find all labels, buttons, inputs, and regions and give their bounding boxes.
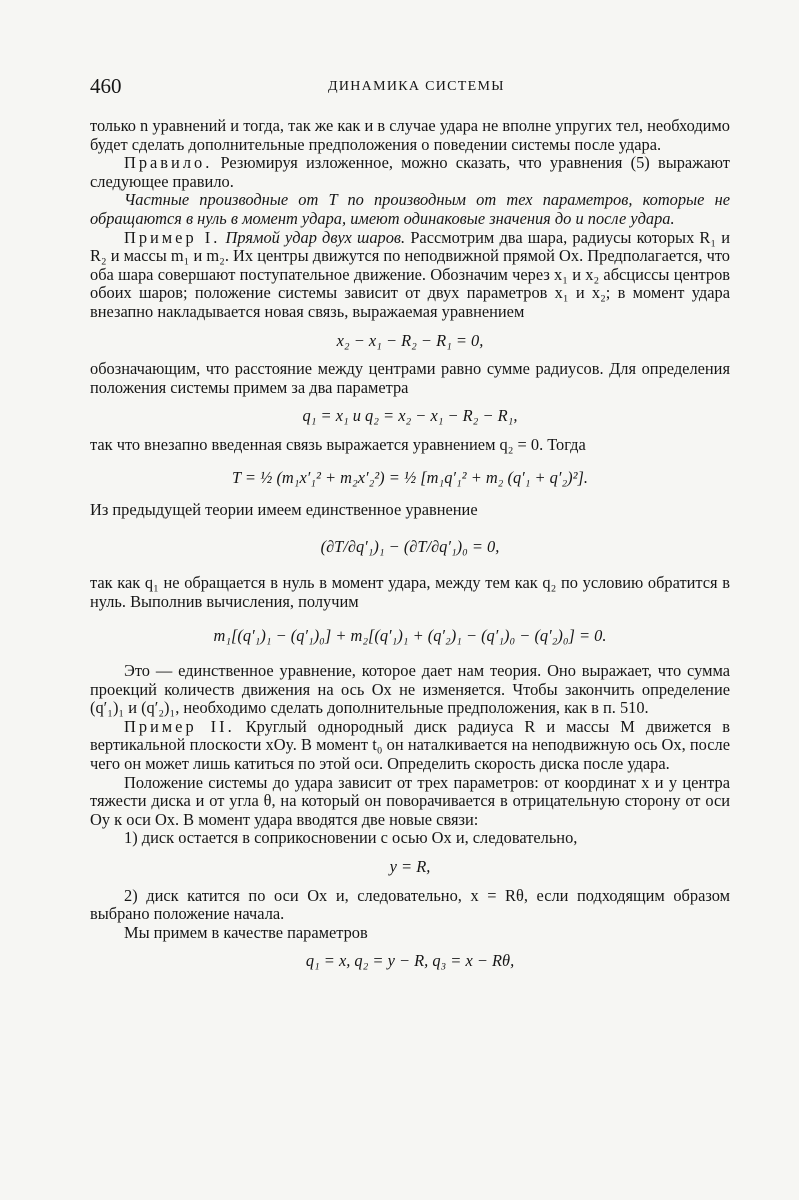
- paragraph-example-1: [90, 229, 730, 322]
- paragraph-constraint-2: 2) диск катится по оси Ox и, следовательно, x = Rθ, если подходящим образом выбрано положение начала.: [90, 885, 730, 924]
- paragraph-constraint-q2: так что внезапно введенная связь выражается уравнением q₂ = 0. Тогда: [90, 434, 586, 454]
- paragraph-continuation: только n уравнений и тогда, так же как и в случае удара не вполне упругих тел, необходимо будет сделать дополнительные предположения о поведении системы после удара.: [90, 116, 730, 154]
- equation-constraint: x₂ − x₁ − R₂ − R₁ = 0,: [336, 330, 484, 350]
- rule-statement: [90, 191, 730, 228]
- equation-parameters: q₁ = x₁ и q₂ = x₂ − x₁ − R₂ − R₁,: [302, 406, 518, 426]
- example-1-text: Рассмотрим два шара, радиусы которых R₁ и R₂ и массы m₁ и m₂. Их центры движутся по неподвижной прямой Ox. Предполагается, что оба шара совершают поступательное движение. Обозначим через x₁ и x₂ абсциссы центров обоих шаров; положение системы зависит от двух параметров x₁ и x₂; в момент удара внезапно накладывается новая связь, выражаемая уравнением: [90, 227, 730, 321]
- paragraph-unique-equation: Из предыдущей теории имеем единственное уравнение: [90, 500, 478, 520]
- paragraph-rule: [90, 154, 730, 191]
- page-header: [90, 74, 730, 104]
- rule-text: Резюмируя изложенное, можно сказать, что уравнения (5) выражают следующее правило.: [90, 153, 730, 191]
- example-2-text: Круглый однородный диск радиуса R и массы M движется в вертикальной плоскости xOy. В момент t₀ он наталкивается на неподвижную ось Ox, после чего он может лишь катиться по этой оси. Определить скорость диска после удара.: [90, 716, 730, 774]
- rule-statement-text: Частные производные от T по производным от тех параметров, которые не обращаются в нуль в момент удара, имеют одинаковые значения до и после удара.: [90, 190, 730, 228]
- equation-kinetic-energy: T = ½ (m₁x′₁² + m₂x′₂²) = ½ [m₁q′₁² + m₂ (q′₁ + q′₂)²].: [231, 467, 589, 487]
- paragraph-constraint-1: 1) диск остается в соприкосновении с осью Ox и, следовательно,: [124, 828, 578, 848]
- paragraph-example-2: [90, 718, 730, 774]
- equation-new-parameters: q₁ = x, q₂ = y − R, q₃ = x − Rθ,: [305, 951, 515, 971]
- example-1-title: Прямой удар двух шаров.: [225, 227, 406, 247]
- paragraph-computation: так как q₁ не обращается в нуль в момент удара, между тем как q₂ по условию обратится в нуль. Выполнив вычисления, получим: [90, 573, 730, 611]
- example-2-label: Пример II.: [124, 716, 235, 736]
- equation-partial-derivatives: (∂T/∂q′₁)₁ − (∂T/∂q′₁)₀ = 0,: [320, 536, 500, 556]
- running-title: ДИНАМИКА СИСТЕМЫ: [328, 79, 505, 94]
- paragraph-parameters-intro: Мы примем в качестве параметров: [124, 922, 368, 942]
- paragraph-conclusion: Это — единственное уравнение, которое дает нам теория. Оно выражает, что сумма проекций количеств движения на ось Ox не изменяется. Чтобы закончить определение (q′₁)₁ и (q′₂)₁, необходимо сделать дополнительные предположения, как в п. 510.: [90, 661, 730, 718]
- equation-momentum: m₁[(q′₁)₁ − (q′₁)₀] + m₂[(q′₁)₁ + (q′₂)₁ − (q′₁)₀ − (q′₂)₀] = 0.: [213, 626, 607, 646]
- example-1-label: Пример I.: [124, 227, 221, 247]
- page-number: 460: [90, 74, 122, 98]
- paragraph-distance: обозначающим, что расстояние между центрами равно сумме радиусов. Для определения положения системы примем за два параметра: [90, 359, 730, 397]
- page-body: [90, 117, 730, 981]
- equation-y-equals-r: y = R,: [389, 857, 431, 876]
- rule-label: Правило.: [124, 153, 213, 173]
- paragraph-system-position: Положение системы до удара зависит от трех параметров: от координат x и y центра тяжести диска и от угла θ, на который он поворачивается в отрицательную сторону от оси Oy к оси Ox. В момент удара вводятся две новые связи:: [90, 772, 730, 829]
